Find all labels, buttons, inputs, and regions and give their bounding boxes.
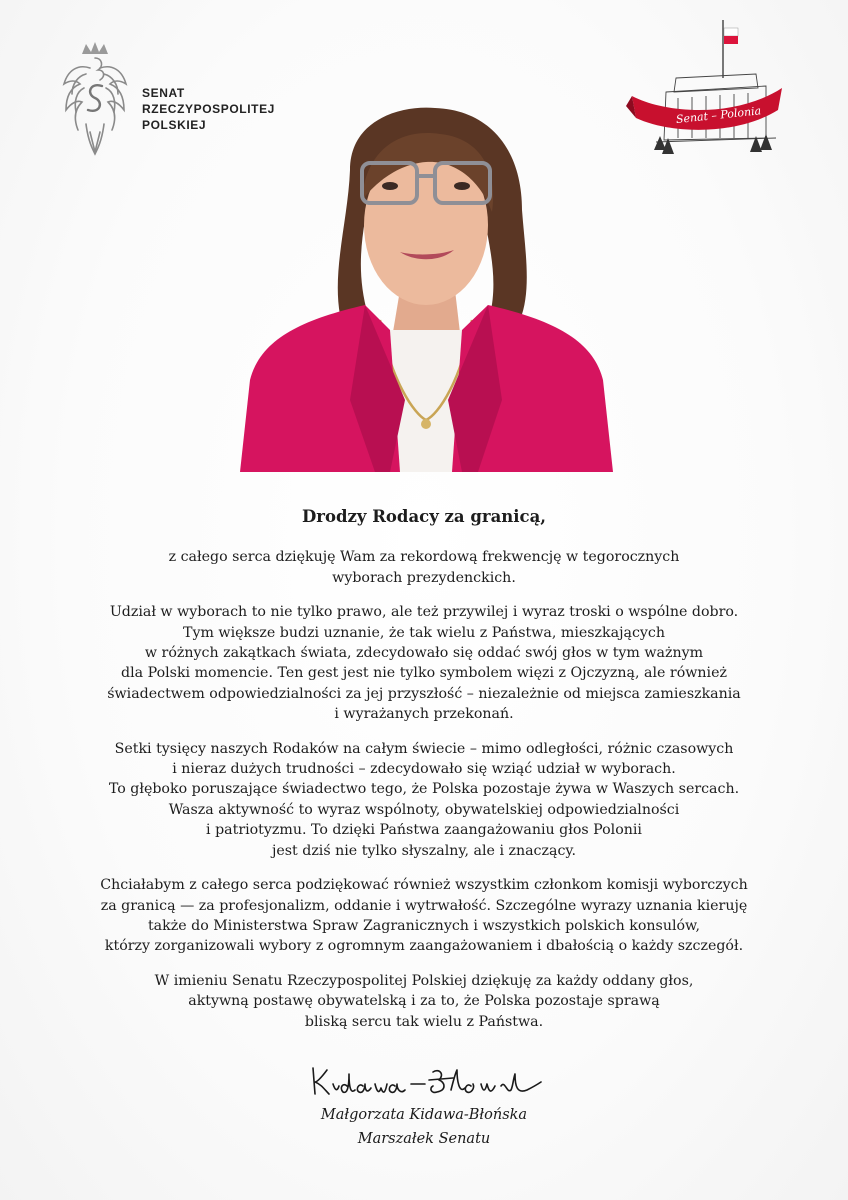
handwritten-signature-icon (305, 1060, 545, 1102)
senat-eagle-emblem-icon (60, 40, 130, 160)
senat-name-line-3: POLSKIEJ (142, 118, 207, 132)
letter-line: wyborach prezydenckich. (332, 569, 516, 586)
senat-name-line-1: SENAT (142, 86, 185, 100)
letter-line: Udział w wyborach to nie tylko prawo, ale też przywilej i wyraz troski o wspólne dobro. (109, 604, 739, 621)
letter-paragraph-2 (70, 602, 778, 724)
letter-line: w różnych zakątkach świata, zdecydowało się oddać swój głos w tym ważnym (144, 645, 704, 662)
letter-line: którzy zorganizowali wybory z ogromnym zaangażowaniem i dbałością o każdy szczegół. (104, 938, 744, 955)
letter-line: Setki tysięcy naszych Rodaków na całym świecie – mimo odległości, różnic czasowych (114, 740, 734, 757)
polonia-logo-text: Senat – Polonia (675, 104, 762, 127)
letter-line: i nieraz dużych trudności – zdecydowało się wziąć udział w wyborach. (172, 761, 676, 778)
letter-line: z całego serca dziękuję Wam za rekordową frekwencję w tegorocznych (168, 549, 680, 566)
signatory-name: Małgorzata Kidawa-Błońska (320, 1107, 528, 1123)
senat-polonia-logo-icon (626, 18, 786, 168)
letter-greeting: Drodzy Rodacy za granicą, (301, 507, 547, 526)
signatory (0, 1103, 848, 1151)
senat-name-line-2: RZECZYPOSPOLITEJ (142, 102, 275, 116)
letter-line: Chciałabym z całego serca podziękować również wszystkim członkom komisji wyborczych (100, 877, 748, 894)
letter-paragraph-3 (70, 739, 778, 861)
letter-line: To głęboko poruszające świadectwo tego, że Polska pozostaje żywa w Waszych sercach. (108, 781, 740, 798)
letter-paragraph-1 (70, 547, 778, 588)
signatory-title: Marszałek Senatu (357, 1131, 491, 1147)
letter-body (70, 507, 778, 1046)
letter-line: i patriotyzmu. To dzięki Państwa zaangażowaniu głos Polonii (206, 822, 642, 839)
letter-line: także do Ministerstwa Spraw Zagranicznych i wszystkich polskich konsulów, (147, 917, 701, 934)
letter-line: świadectwem odpowiedzialności za jej przyszłość – niezależnie od miejsca zamieszkania (107, 685, 741, 702)
letter-line: W imieniu Senatu Rzeczypospolitej Polskiej dziękuję za każdy oddany głos, (154, 972, 694, 989)
letter-paragraph-4 (70, 875, 778, 957)
letter-line: i wyrażanych przekonań. (334, 706, 514, 723)
letter-line: Tym większe budzi uznanie, że tak wielu z Państwa, mieszkających (182, 624, 665, 641)
letter-line: Wasza aktywność to wyraz wspólnoty, obywatelskiej odpowiedzialności (168, 801, 680, 818)
portrait-photo-icon (240, 100, 613, 472)
letter-line: jest dziś nie tylko słyszalny, ale i znaczący. (271, 842, 577, 859)
letter-line: bliską sercu tak wielu z Państwa. (304, 1013, 544, 1030)
letter-line: aktywną postawę obywatelską i za to, że Polska pozostaje sprawą (188, 993, 660, 1010)
letter-paragraph-5 (70, 971, 778, 1032)
letter-line: dla Polski momencie. Ten gest jest nie tylko symbolem więzi z Ojczyzną, ale również (121, 665, 727, 682)
letter-line: za granicą — za profesjonalizm, oddanie i wytrwałość. Szczególne wyrazy uznania kieruję (100, 897, 748, 914)
